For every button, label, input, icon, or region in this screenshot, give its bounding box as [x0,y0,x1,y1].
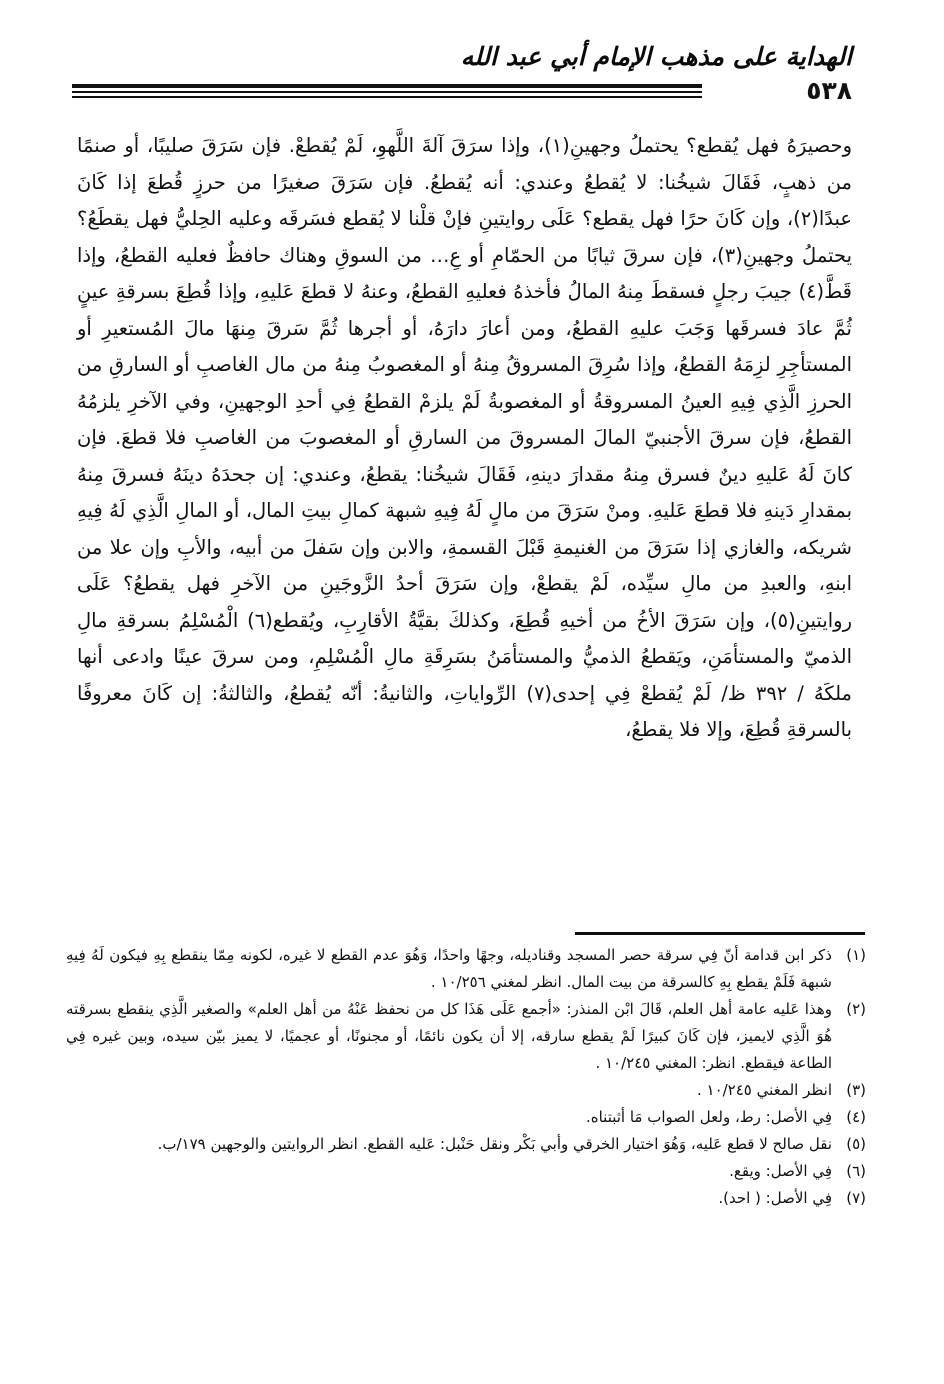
footnote-number: (٣) [846,1081,866,1099]
footnote-text: انظر المغني ١٠/٢٤٥ . [696,1081,832,1099]
footnote-text: نقل صالح لا قطع عَليه، وَهُوَ اختيار الخرقي وأبي بَكْر ونقل حَنْبل: عَليه القطع. انظر الروايتين والوجهين ١٧٩/ب. [157,1135,832,1153]
footnote-number: (١) [846,946,866,964]
main-body [77,128,852,888]
footnote [66,1131,866,1158]
footnote-text: فِي الأصل: ويقع. [729,1162,832,1180]
footnote [66,1158,866,1185]
footnote [66,1185,866,1212]
footnote-number: (٧) [846,1189,866,1207]
footnote-number: (٦) [846,1162,866,1180]
header-rule-line [72,84,702,88]
header-rule-line [72,91,702,93]
footnotes [66,942,866,1212]
body-paragraph: وحصيرَهُ فهل يُقطع؟ يحتملُ وجهينِ(١)، وإذا سرَقَ آلةَ اللَّهوِ، لَمْ يُقطعْ. فإن سَرَقَ صليبًا، أو صنمًا من ذهبٍ، فَقَالَ شيخُنا: لا يُقطعُ وعندي: أنه يُقطعُ. فإن سَرَقَ صغيرًا من حرزٍ قُطعَ إذا كَانَ عبدًا(٢)، وإن كَانَ حرًا فهل يقطع؟ عَلَى روايتينِ فإنْ قلْنا لا يُقطع فسَرقَه وعليه الحِليُّ فهل يقطَعُ؟ يحتملُ وجهينِ(٣)، فإن سرقَ ثيابًا من الحمّامِ أو عِ… من السوقِ وهناك حافظٌ فعليه القطعُ، وإذا قَطَّ(٤) جيبَ رجلٍ فسقطَ مِنهُ المالُ فأخذهُ فعليهِ القطعُ، وعنهُ لا قطعَ عَليهِ، وإذا قُطِعَ بسرقةِ عينٍ ثُمَّ عادَ فسرقَها وَجَبَ عليهِ القطعُ، ومن أعارَ دارَهُ، أو أجرها ثُمَّ سَرقَ مِنهَا مالَ المُستعيرِ أو المستأجِرِ لزِمَهُ القطعُ، وإذا سُرِقَ المسروقُ مِنهُ أو المغصوبُ مِنهُ من مال الغاصبِ أو السارقِ من الحرزِ الَّذِي فِيهِ العينُ المسروقةُ أو المغصوبةُ لَمْ يلزمْ القطعُ فِي أحدِ الوجهينِ، وفي الآخرِ يلزمُهُ القطعُ، فإن سرقَ الأجنبيّ المالَ المسروقَ من السارقِ أو المغصوبَ من الغاصبِ فلا قطعَ. فإن كانَ لَهُ عَليهِ دينٌ فسرق مِنهُ مقدارَ دينهِ، فَقَالَ شيخُنا: يقطعُ، وعندي: إن جحدَهُ دينَهُ فسرقَ مِنهُ بمقدارِ دَينهِ فلا قطعَ عَليهِ. ومنْ سَرَقَ من مالٍ لَهُ فِيهِ شبهة كمالِ بيتِ المال، أو المالِ الَّذِي لَهُ فِيهِ شريكه، والغازي إذا سَرَقَ من الغنيمةِ قَبْلَ القسمةِ، والابن وإن سَفلَ من أبيه، والأبِ وإن علا من ابنهِ، والعبدِ من مالِ سيِّده، لَمْ يقطعْ، وإن سَرَقَ أحدُ الزَّوجَينِ من الآخرِ فهل يقطعُ؟ عَلَى روايتينِ(٥)، وإن سَرَقَ الأخُ من أخيهِ قُطِعَ، وكذلكَ بقيَّةُ الأقارِبِ، ويُقطع(٦) الْمُسْلِمُ بسرقةِ مالِ الذميّ والمستأمَنِ، ويَقطعُ الذميُّ والمستأمَنُ بسَرِقَةِ مالِ الْمُسْلِمِ، ومن سرقَ عينًا وادعى أنها ملكَهُ / ٣٩٢ ظ/ لَمْ يُقطعْ فِي إحدى(٧) الرِّواياتِ، والثانيةُ: أنّه يُقطعُ، والثالثةُ: إن كَانَ معروفًا بالسرقةِ قُطِعَ، وإلا فلا يقطعُ، [77,134,852,741]
footnote-text: ذكر ابن قدامة أنّ فِي سرقة حصر المسجد وقناديله، وجهًا واحدًا، وَهُوَ عدم القطع لا غيره، لكونه مِمّا ينقطع بِهِ فيكون لَهُ فِيهِ شبهة فَلَمْ يقطع بِهِ كالسرقة من بيت المال. انظر لمغني ١٠/٢٥٦ . [66,946,832,991]
footnote-text: فِي الأصل: ( احد). [718,1189,832,1207]
running-title: الهداية على مذهب الإمام أبي عبد الله [460,42,852,71]
footnote [66,996,866,1077]
footnote [66,942,866,996]
footnote [66,1077,866,1104]
footnote-text: فِي الأصل: رط، ولعل الصواب مَا أثبتناه. [585,1108,832,1126]
footnote-separator [575,932,865,935]
page-number: ٥٣٨ [806,76,852,105]
footnote [66,1104,866,1131]
footnote-number: (٥) [846,1135,866,1153]
footnote-number: (٢) [846,1000,866,1018]
header-rule [72,76,852,106]
footnote-text: وهذا عَليه عامة أهل العلم، قَالَ ابْن المنذر: «أجمع عَلَى هَذَا كل من نحفظ عَنْهُ من أهل العلم» والصغير الَّذِي ينقطع بسرقته هُوَ الَّذِي لايميز، فإن كَانَ كبيرًا لَمْ يقطع سارقه، إلا أن يكون نائمًا، أو مجنونًا، أو عجميًا، لا يميز بيّن سيده، وبين غيره فِي الطاعة فيقطع. انظر: المغني ١٠/٢٤٥ . [66,1000,832,1072]
header-rule-line [72,96,702,98]
footnote-number: (٤) [846,1108,866,1126]
